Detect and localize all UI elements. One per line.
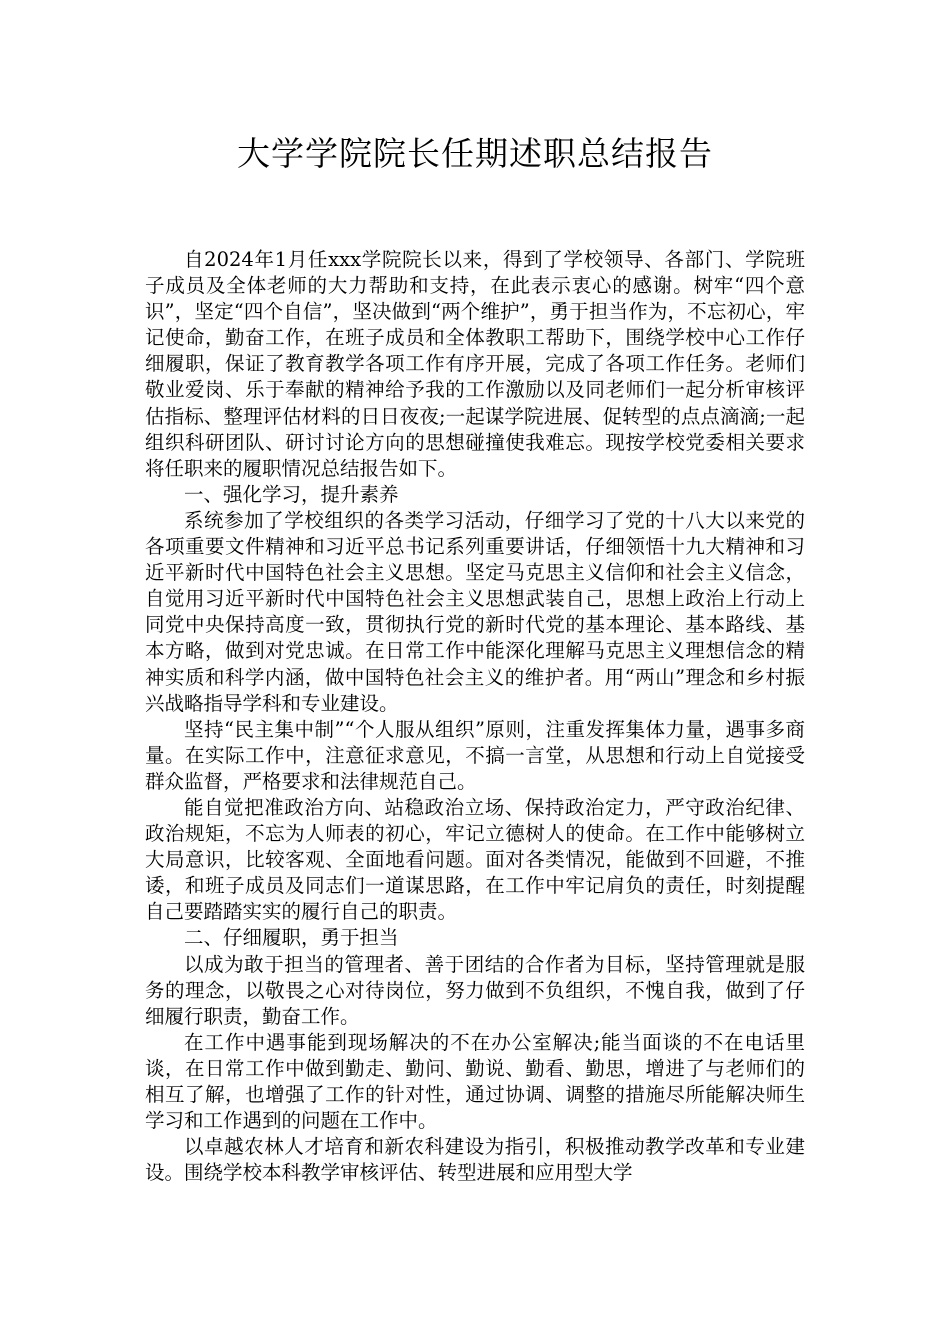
paragraph: 能自觉把准政治方向、站稳政治立场、保持政治定力，严守政治纪律、政治规矩，不忘为人师表的初心，牢记立德树人的使命。在工作中能够树立大局意识，比较客观、全面地看问题。面对各类情况，能做到不回避，不推诿，和班子成员及同志们一道谋思路，在工作中牢记肩负的责任，时刻提醒自己要踏踏实实的履行自己的职责。 xyxy=(145,795,805,924)
document-title: 大学学院院长任期述职总结报告 xyxy=(237,134,713,173)
document-body xyxy=(145,247,805,1186)
paragraph-intro: 自2024年1月任xxx学院院长以来，得到了学校领导、各部门、学院班子成员及全体老师的大力帮助和支持，在此表示衷心的感谢。树牢“四个意识”，坚定“四个自信”，坚决做到“两个维护”，勇于担当作为，不忘初心，牢记使命，勤奋工作，在班子成员和全体教职工帮助下，围绕学校中心工作仔细履职，保证了教育教学各项工作有序开展，完成了各项工作任务。老师们敬业爱岗、乐于奉献的精神给予我的工作激励以及同老师们一起分析审核评估指标、整理评估材料的日日夜夜;一起谋学院进展、促转型的点点滴滴;一起组织科研团队、研讨讨论方向的思想碰撞使我难忘。现按学校党委相关要求将任职来的履职情况总结报告如下。 xyxy=(145,248,805,480)
section-heading-1: 一、强化学习，提升素养 xyxy=(184,482,399,506)
paragraph: 以成为敢于担当的管理者、善于团结的合作者为目标，坚持管理就是服务的理念，以敬畏之心对待岗位，努力做到不负组织，不愧自我，做到了仔细履行职责，勤奋工作。 xyxy=(145,952,805,1028)
paragraph: 坚持“民主集中制”“个人服从组织”原则，注重发挥集体力量，遇事多商量。在实际工作中，注意征求意见，不搞一言堂，从思想和行动上自觉接受群众监督，严格要求和法律规范自己。 xyxy=(145,717,805,793)
paragraph: 系统参加了学校组织的各类学习活动，仔细学习了党的十八大以来党的各项重要文件精神和习近平总书记系列重要讲话，仔细领悟十九大精神和习近平新时代中国特色社会主义思想。坚定马克思主义信仰和社会主义信念，自觉用习近平新时代中国特色社会主义思想武装自己，思想上政治上行动上同党中央保持高度一致，贯彻执行党的新时代党的基本理论、基本路线、基本方略，做到对党忠诚。在日常工作中能深化理解马克思主义理想信念的精神实质和科学内涵，做中国特色社会主义的维护者。用“两山”理念和乡村振兴战略指导学科和专业建设。 xyxy=(145,508,805,715)
paragraph: 在工作中遇事能到现场解决的不在办公室解决;能当面谈的不在电话里谈，在日常工作中做到勤走、勤问、勤说、勤看、勤思，增进了与老师们的相互了解，也增强了工作的针对性，通过协调、调整的措施尽所能解决师生学习和工作遇到的问题在工作中。 xyxy=(145,1030,805,1133)
paragraph: 以卓越农林人才培育和新农科建设为指引，积极推动教学改革和专业建设。围绕学校本科教学审核评估、转型进展和应用型大学 xyxy=(145,1135,805,1185)
section-heading-2: 二、仔细履职，勇于担当 xyxy=(184,926,399,950)
